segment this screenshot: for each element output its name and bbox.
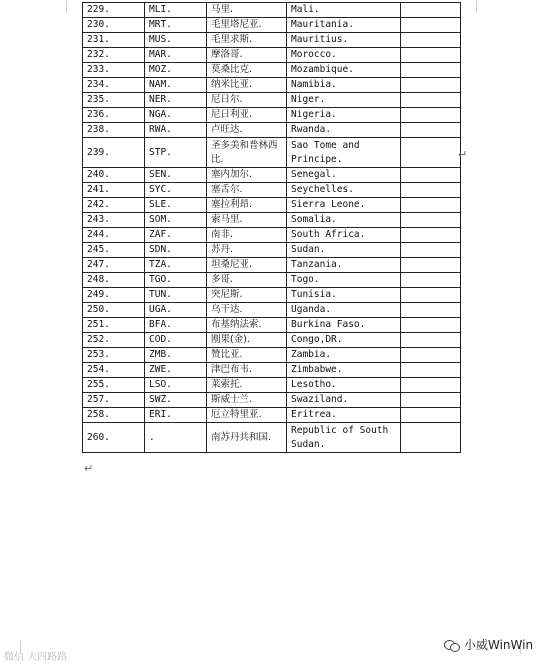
chinese-name: 多哥.	[207, 273, 287, 288]
country-code: RWA.	[145, 123, 207, 138]
country-code: BFA.	[145, 318, 207, 333]
blank-cell	[401, 258, 461, 273]
row-number: 250.	[83, 303, 145, 318]
blank-cell	[401, 183, 461, 198]
chinese-name: 南苏丹共和国.	[207, 423, 287, 453]
table-row	[83, 273, 461, 288]
table-row	[83, 213, 461, 228]
country-code: LSO.	[145, 378, 207, 393]
country-code: SEN.	[145, 168, 207, 183]
table-row	[83, 363, 461, 378]
blank-cell	[401, 93, 461, 108]
table-row	[83, 93, 461, 108]
english-name: Rwanda.	[287, 123, 401, 138]
table-row	[83, 288, 461, 303]
table-row	[83, 138, 461, 168]
english-name: Lesotho.	[287, 378, 401, 393]
english-name: Somalia.	[287, 213, 401, 228]
country-code: ZWE.	[145, 363, 207, 378]
english-name: Congo,DR.	[287, 333, 401, 348]
country-code: MAR.	[145, 48, 207, 63]
blank-cell	[401, 48, 461, 63]
blank-cell	[401, 243, 461, 258]
margin-guide-right	[476, 0, 477, 12]
chinese-name: 突尼斯.	[207, 288, 287, 303]
blank-cell	[401, 108, 461, 123]
row-number: 238.	[83, 123, 145, 138]
country-code-table	[82, 2, 461, 453]
country-code: SDN.	[145, 243, 207, 258]
english-name: Uganda.	[287, 303, 401, 318]
table-row	[83, 258, 461, 273]
row-number: 242.	[83, 198, 145, 213]
blank-cell	[401, 378, 461, 393]
country-code: MUS.	[145, 33, 207, 48]
country-code: ZAF.	[145, 228, 207, 243]
english-name: Tunisia.	[287, 288, 401, 303]
blank-cell	[401, 78, 461, 93]
chinese-name: 坦桑尼亚.	[207, 258, 287, 273]
blank-cell	[401, 348, 461, 363]
chinese-name: 卢旺达.	[207, 123, 287, 138]
table-row	[83, 63, 461, 78]
chinese-name: 塞内加尔.	[207, 168, 287, 183]
chinese-name: 摩洛哥.	[207, 48, 287, 63]
chinese-name: 莱索托.	[207, 378, 287, 393]
blank-cell	[401, 63, 461, 78]
table-row	[83, 198, 461, 213]
english-name: Togo.	[287, 273, 401, 288]
chinese-name: 苏丹.	[207, 243, 287, 258]
country-code: UGA.	[145, 303, 207, 318]
table-row	[83, 333, 461, 348]
chinese-name: 尼日利亚.	[207, 108, 287, 123]
country-code: SLE.	[145, 198, 207, 213]
english-name: Seychelles.	[287, 183, 401, 198]
blank-cell	[401, 333, 461, 348]
row-number: 234.	[83, 78, 145, 93]
row-number: 249.	[83, 288, 145, 303]
country-code: SOM.	[145, 213, 207, 228]
table-row	[83, 168, 461, 183]
country-code: SWZ.	[145, 393, 207, 408]
row-number: 247.	[83, 258, 145, 273]
table-row	[83, 78, 461, 93]
chinese-name: 尼日尔.	[207, 93, 287, 108]
watermark-right	[444, 636, 533, 653]
table-row	[83, 348, 461, 363]
margin-guide-left	[66, 0, 67, 12]
english-name: Senegal.	[287, 168, 401, 183]
blank-cell	[401, 123, 461, 138]
row-number: 231.	[83, 33, 145, 48]
english-name: Nigeria.	[287, 108, 401, 123]
row-number: 252.	[83, 333, 145, 348]
country-code: NGA.	[145, 108, 207, 123]
row-number: 254.	[83, 363, 145, 378]
table-row	[83, 228, 461, 243]
row-number: 244.	[83, 228, 145, 243]
row-number: 240.	[83, 168, 145, 183]
blank-cell	[401, 408, 461, 423]
english-name: Mozambique.	[287, 63, 401, 78]
chinese-name: 南非.	[207, 228, 287, 243]
country-code: TUN.	[145, 288, 207, 303]
blank-cell	[401, 273, 461, 288]
country-code: .	[145, 423, 207, 453]
english-name: Sudan.	[287, 243, 401, 258]
english-name: Burkina Faso.	[287, 318, 401, 333]
blank-cell	[401, 18, 461, 33]
row-number: 251.	[83, 318, 145, 333]
chinese-name: 赞比亚.	[207, 348, 287, 363]
country-code: TZA.	[145, 258, 207, 273]
country-code: NAM.	[145, 78, 207, 93]
chinese-name: 莫桑比克.	[207, 63, 287, 78]
chinese-name: 刚果(金).	[207, 333, 287, 348]
table-row	[83, 243, 461, 258]
country-code: MRT.	[145, 18, 207, 33]
chinese-name: 塞拉利昂.	[207, 198, 287, 213]
blank-cell	[401, 33, 461, 48]
english-name: Sao Tome and Principe.	[287, 138, 401, 168]
row-number: 258.	[83, 408, 145, 423]
table-row	[83, 423, 461, 453]
country-code: TGO.	[145, 273, 207, 288]
english-name: Zimbabwe.	[287, 363, 401, 378]
chinese-name: 塞舌尔.	[207, 183, 287, 198]
chinese-name: 毛里求斯.	[207, 33, 287, 48]
blank-cell	[401, 318, 461, 333]
paragraph-return-icon: ↵	[458, 148, 468, 161]
row-number: 260.	[83, 423, 145, 453]
table-row	[83, 303, 461, 318]
table-row	[83, 393, 461, 408]
blank-cell	[401, 228, 461, 243]
row-number: 235.	[83, 93, 145, 108]
chinese-name: 毛里塔尼亚.	[207, 18, 287, 33]
english-name: Morocco.	[287, 48, 401, 63]
blank-cell	[401, 3, 461, 18]
english-name: Mali.	[287, 3, 401, 18]
country-code: ZMB.	[145, 348, 207, 363]
english-name: Tanzania.	[287, 258, 401, 273]
row-number: 255.	[83, 378, 145, 393]
row-number: 243.	[83, 213, 145, 228]
blank-cell	[401, 393, 461, 408]
country-code: SYC.	[145, 183, 207, 198]
english-name: Sierra Leone.	[287, 198, 401, 213]
english-name: Republic of South Sudan.	[287, 423, 401, 453]
chinese-name: 斯威士兰.	[207, 393, 287, 408]
row-number: 233.	[83, 63, 145, 78]
row-number: 248.	[83, 273, 145, 288]
blank-cell	[401, 303, 461, 318]
chinese-name: 纳米比亚.	[207, 78, 287, 93]
english-name: Swaziland.	[287, 393, 401, 408]
paragraph-return-icon: ↵	[84, 462, 94, 475]
country-code: STP.	[145, 138, 207, 168]
watermark-right-label: 小威WinWin	[464, 638, 534, 652]
row-number: 241.	[83, 183, 145, 198]
country-code: MLI.	[145, 3, 207, 18]
chinese-name: 布基纳法索.	[207, 318, 287, 333]
row-number: 257.	[83, 393, 145, 408]
blank-cell	[401, 213, 461, 228]
chinese-name: 厄立特里亚.	[207, 408, 287, 423]
row-number: 230.	[83, 18, 145, 33]
table-row	[83, 183, 461, 198]
chinese-name: 索马里.	[207, 213, 287, 228]
table-row	[83, 18, 461, 33]
chinese-name: 圣多美和普林西比.	[207, 138, 287, 168]
chinese-name: 马里.	[207, 3, 287, 18]
english-name: Mauritania.	[287, 18, 401, 33]
row-number: 236.	[83, 108, 145, 123]
watermark-left: 微信 大四路路	[4, 652, 68, 663]
english-name: Eritrea.	[287, 408, 401, 423]
table-row	[83, 108, 461, 123]
row-number: 229.	[83, 3, 145, 18]
blank-cell	[401, 288, 461, 303]
row-number: 245.	[83, 243, 145, 258]
blank-cell	[401, 363, 461, 378]
chinese-name: 津巴布韦.	[207, 363, 287, 378]
row-number: 253.	[83, 348, 145, 363]
table-row	[83, 408, 461, 423]
country-code: ERI.	[145, 408, 207, 423]
blank-cell	[401, 168, 461, 183]
wechat-logo-icon	[444, 638, 460, 652]
table-row	[83, 48, 461, 63]
english-name: Mauritius.	[287, 33, 401, 48]
chinese-name: 乌干达.	[207, 303, 287, 318]
blank-cell	[401, 423, 461, 453]
english-name: Namibia.	[287, 78, 401, 93]
table-row	[83, 318, 461, 333]
table-row	[83, 33, 461, 48]
country-code: COD.	[145, 333, 207, 348]
row-number: 239.	[83, 138, 145, 168]
table-row	[83, 378, 461, 393]
blank-cell	[401, 198, 461, 213]
table-row	[83, 123, 461, 138]
row-number: 232.	[83, 48, 145, 63]
english-name: Niger.	[287, 93, 401, 108]
country-code: NER.	[145, 93, 207, 108]
english-name: Zambia.	[287, 348, 401, 363]
country-code: MOZ.	[145, 63, 207, 78]
table-row	[83, 3, 461, 18]
english-name: South Africa.	[287, 228, 401, 243]
blank-cell	[401, 138, 461, 168]
